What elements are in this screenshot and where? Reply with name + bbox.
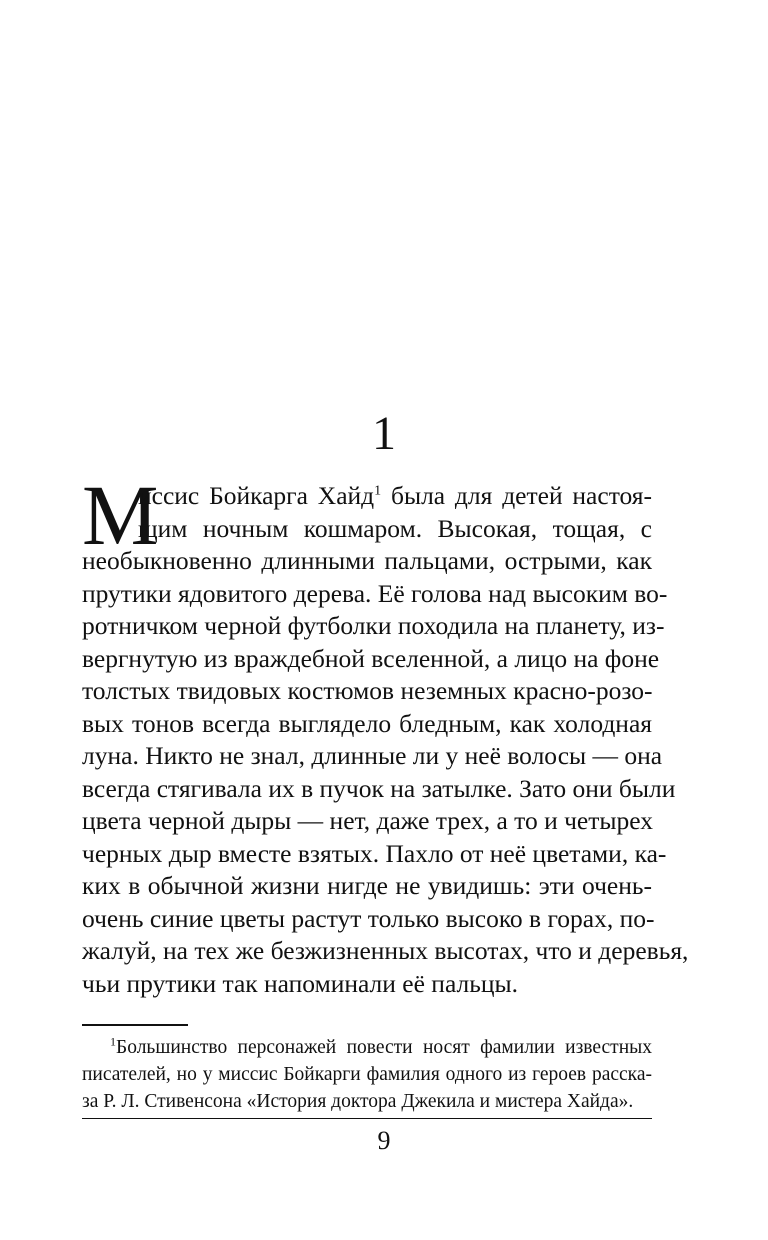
page-bottom-rule: [82, 1118, 652, 1119]
drop-cap: М: [82, 467, 159, 563]
paragraph-line: жалуй, на тех же безжизненных высотах, что и деревья,: [82, 936, 689, 965]
footnote: [82, 1034, 652, 1115]
footnote-divider: [82, 1024, 188, 1026]
paragraph-line: ротничком черной футболки походила на планету, из-: [82, 611, 665, 640]
footnote-line: писателей, но у миссис Бойкарги фамилия одного из героев расска-: [82, 1064, 652, 1085]
footnote-reference[interactable]: 1: [374, 483, 382, 499]
paragraph-line: щим ночным кошмаром. Высокая, тощая, с: [138, 513, 652, 543]
footnote-line: [82, 1034, 652, 1061]
paragraph-line: вых тонов всегда выглядело бледным, как холодная: [82, 708, 652, 738]
paragraph-line: очень синие цветы растут только высоко в горах, по-: [82, 903, 655, 933]
paragraph-line: прутики ядовитого дерева. Её голова над высоким во-: [82, 578, 668, 608]
paragraph-line: луна. Никто не знал, длинные ли у неё волосы — она: [82, 741, 663, 770]
paragraph-line: чьи прутики так напоминали её пальцы.: [82, 968, 518, 998]
footnote-line: за Р. Л. Стивенсона «История доктора Джекила и мистера Хайда».: [82, 1091, 634, 1112]
chapter-number: 1: [372, 407, 396, 460]
paragraph-line: [82, 480, 652, 513]
footnote-number: 1: [110, 1034, 116, 1049]
paragraph-line: необыкновенно длинными пальцами, острыми, как: [82, 546, 652, 575]
paragraph-line-end: была для детей настоя-: [381, 481, 652, 510]
main-paragraph: [82, 480, 689, 1000]
paragraph-line-start: иссис Бойкарга Хайд: [138, 481, 375, 510]
paragraph-line: ких в обычной жизни нигде не увидишь: эти очень-: [82, 871, 652, 900]
paragraph-line: цвета черной дыры — нет, даже трех, а то и четырех: [82, 806, 653, 835]
footnote-line-text: Большинство персонажей повести носят фамилии известных: [116, 1037, 652, 1058]
paragraph-line: толстых твидовых костюмов неземных красно-розо-: [82, 676, 653, 705]
paragraph-line: всегда стягивала их в пучок на затылке. Зато они были: [82, 773, 676, 803]
paragraph-line: черных дыр вместе взятых. Пахло от неё цветами, ка-: [82, 838, 667, 868]
page-number: 9: [377, 1126, 391, 1155]
paragraph-line: вергнутую из враждебной вселенной, а лицо на фоне: [82, 643, 660, 673]
